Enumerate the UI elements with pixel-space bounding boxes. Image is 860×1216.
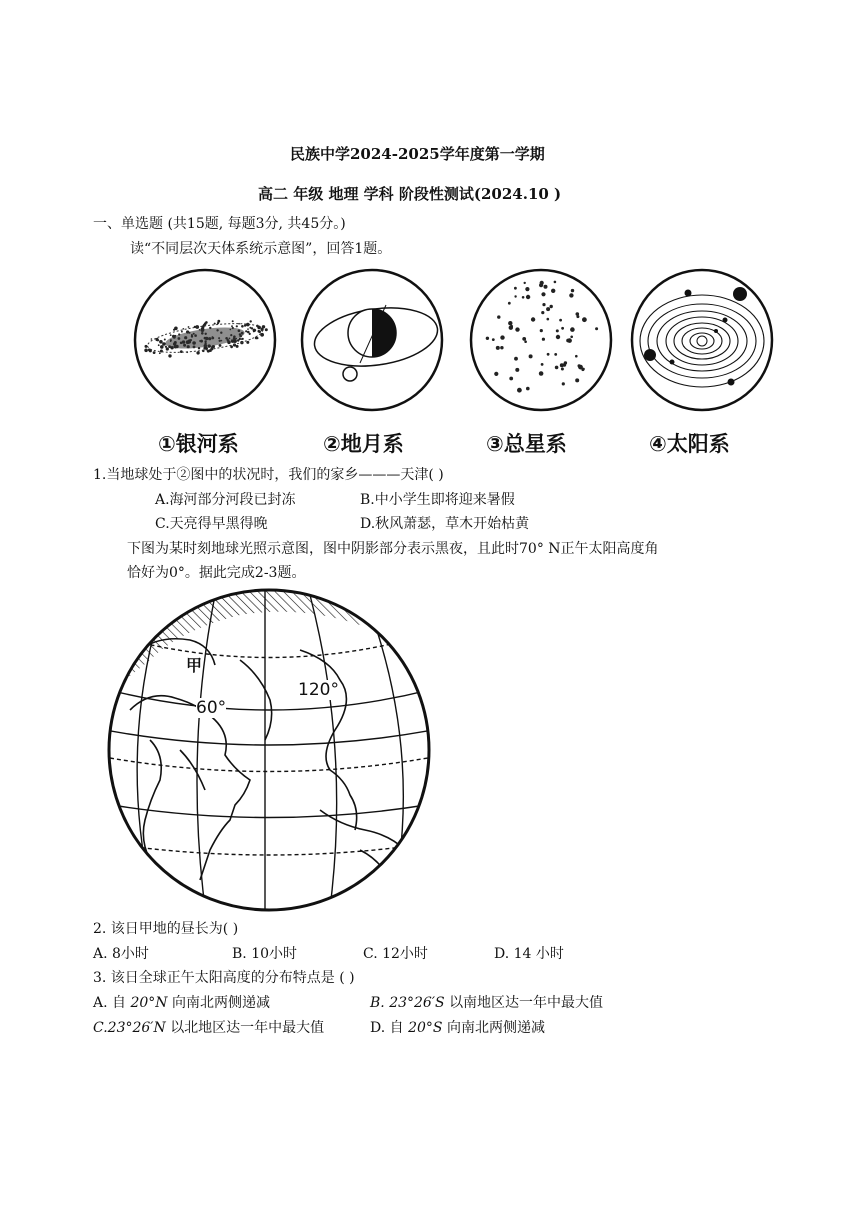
star-dot — [500, 346, 503, 349]
galaxy-dot — [246, 341, 249, 344]
section-heading: 一、单选题 (共15题, 每题3分, 共45分。) — [93, 216, 346, 232]
star-dot — [554, 281, 557, 284]
galaxy-dot — [217, 322, 219, 324]
star-dot — [541, 292, 545, 296]
star-dot — [522, 296, 525, 299]
galaxy-dot — [205, 321, 208, 324]
star-dot — [560, 363, 564, 367]
q3-c-math: 23°26′N — [107, 1020, 166, 1036]
galaxy-dot — [231, 325, 233, 327]
figure1-intro: 读“不同层次天体系统示意图”，回答1题。 — [130, 241, 392, 257]
q3-c-prefix: C. — [93, 1020, 108, 1036]
label-earth-moon: ②地月系 — [323, 432, 404, 456]
star-dot — [546, 307, 550, 311]
star-dot — [497, 315, 500, 318]
galaxy-dot — [247, 328, 249, 330]
galaxy-dot — [151, 338, 153, 340]
star-dot — [529, 354, 533, 358]
label-jia: 甲 — [186, 656, 203, 675]
solar-system-diagram — [632, 270, 772, 410]
star-dot — [541, 363, 544, 366]
galaxy-dot — [144, 349, 148, 353]
star-dot — [486, 337, 489, 340]
star-dot — [541, 311, 544, 314]
q3-option-d — [370, 1017, 545, 1037]
q2-option-d: D. 14 小时 — [494, 946, 564, 962]
latitude-lines — [105, 640, 433, 855]
galaxy-dot — [250, 320, 252, 322]
star-dot — [514, 295, 516, 297]
star-dot — [595, 327, 598, 330]
q3-a-prefix: A. 自 — [93, 995, 127, 1011]
star-dot — [575, 378, 579, 382]
star-dot — [515, 368, 519, 372]
page-title: 民族中学2024-2025学年度第一学期 — [290, 145, 545, 163]
star-dot — [514, 357, 518, 361]
galaxy-dot — [196, 351, 199, 354]
galaxy-dot — [249, 327, 251, 329]
q3-stem: 3. 该日全球正午太阳高度的分布特点是 ( ) — [93, 970, 355, 986]
q3-d-prefix: D. 自 — [370, 1020, 404, 1036]
galaxy-dot — [256, 337, 258, 339]
star-dot — [539, 371, 544, 376]
galaxy-dot — [245, 330, 247, 332]
galaxy-dot — [238, 323, 240, 325]
q1-option-b: B.中小学生即将迎来暑假 — [360, 492, 515, 508]
star-dot — [571, 289, 574, 292]
star-dot — [576, 312, 580, 316]
star-dot — [531, 317, 535, 321]
q3-b-prefix: B. — [370, 995, 385, 1011]
galaxy-dot — [159, 340, 163, 344]
star-dot — [500, 335, 504, 339]
galaxy-dot — [236, 345, 239, 348]
page-subtitle: 高二 年级 地理 学科 阶段性测试(2024.10 ) — [258, 185, 562, 203]
figure2-intro-line1: 下图为某时刻地球光照示意图，图中阴影部分表示黑夜，且此时70° N正午太阳高度角 — [127, 541, 659, 557]
q3-d-math: 20°S — [408, 1020, 443, 1036]
q3-option-b — [370, 992, 603, 1012]
label-solar-system: ④太阳系 — [649, 432, 730, 456]
star-dot — [575, 355, 578, 358]
star-dot — [567, 338, 572, 343]
q3-d-suffix: 向南北两侧递减 — [446, 1020, 545, 1036]
globe-illumination-figure — [0, 580, 860, 920]
galaxy-dot — [145, 345, 148, 348]
star-dot — [492, 338, 495, 341]
galaxy-dot — [168, 354, 171, 357]
galaxy-dot — [244, 324, 246, 326]
star-dot — [526, 387, 530, 391]
star-dot — [570, 336, 573, 339]
star-dot — [508, 302, 511, 305]
q3-b-suffix: 以南地区达一年中最大值 — [449, 995, 604, 1011]
star-dot — [496, 346, 500, 350]
galaxy-dot — [148, 349, 150, 351]
q3-c-suffix: 以北地区达一年中最大值 — [170, 1020, 325, 1036]
star-dot — [524, 282, 526, 284]
q2-option-b: B. 10小时 — [232, 946, 298, 962]
star-dot — [494, 372, 498, 376]
galaxy-dot — [241, 325, 244, 328]
star-dot — [562, 382, 565, 385]
star-dot — [555, 366, 559, 370]
star-dot — [542, 338, 545, 341]
galaxy-dot — [265, 328, 268, 331]
galaxy-dot — [214, 323, 216, 325]
galaxy-dot — [247, 331, 250, 334]
galaxy-diagram — [135, 270, 275, 410]
star-dot — [508, 321, 512, 325]
star-dot — [564, 361, 567, 364]
q2-option-a: A. 8小时 — [93, 946, 149, 962]
galaxy-dot — [162, 343, 165, 346]
star-dot — [509, 377, 513, 381]
star-dot — [561, 368, 564, 371]
earth-moon-diagram — [302, 270, 442, 410]
galaxy-dot — [153, 351, 156, 354]
star-dot — [551, 289, 555, 293]
q1-option-d: D.秋风萧瑟，草木开始枯黄 — [360, 516, 530, 532]
star-dot — [569, 293, 573, 297]
galaxy-dot — [188, 326, 190, 328]
q2-stem: 2. 该日甲地的昼长为( ) — [93, 921, 239, 937]
q3-a-suffix: 向南北两侧递减 — [172, 995, 270, 1011]
continents — [130, 639, 405, 905]
galaxy-dot — [183, 328, 185, 330]
galaxy-dot — [258, 331, 261, 334]
galaxy-dot — [241, 338, 243, 340]
galaxy-dot — [253, 331, 255, 333]
star-dot — [517, 388, 522, 393]
label-universe: ③总星系 — [486, 432, 567, 456]
galaxy-dot — [166, 347, 169, 350]
star-dot — [526, 295, 530, 299]
galaxy-dot — [159, 352, 161, 354]
star-dot — [550, 305, 553, 308]
q3-b-math: 23°26′S — [389, 995, 445, 1011]
galaxy-dot — [170, 334, 172, 336]
star-dot — [515, 327, 519, 331]
star-dot — [525, 287, 529, 291]
q1-option-a: A.海河部分河段已封冻 — [155, 492, 296, 508]
universe-diagram — [471, 270, 611, 410]
galaxy-dot — [181, 331, 183, 333]
star-dot — [582, 317, 587, 322]
star-dot — [540, 329, 543, 332]
star-dot — [524, 340, 527, 343]
q3-option-a — [93, 992, 270, 1012]
star-dot — [581, 368, 584, 371]
star-dot — [547, 353, 550, 356]
star-dot — [554, 353, 557, 356]
celestial-systems-figure — [0, 265, 860, 435]
galaxy-dot — [160, 345, 164, 349]
q3-a-math: 20°N — [130, 995, 168, 1011]
star-dot — [540, 281, 544, 285]
figure2-intro-line2: 恰好为0°。据此完成2-3题。 — [127, 565, 306, 581]
label-galaxy: ①银河系 — [158, 432, 239, 456]
galaxy-dot — [174, 327, 178, 331]
label-60-degrees: 60° — [196, 698, 227, 718]
star-dot — [514, 287, 517, 290]
star-dot — [559, 319, 562, 322]
galaxy-dot — [165, 346, 167, 348]
star-dot — [561, 327, 564, 330]
star-dot — [542, 303, 545, 306]
star-dot — [556, 329, 559, 332]
star-dot — [570, 327, 575, 332]
galaxy-dot — [236, 325, 238, 327]
q2-option-c: C. 12小时 — [363, 946, 428, 962]
galaxy-dot — [164, 339, 166, 341]
star-dot — [510, 325, 513, 328]
q3-option-c — [93, 1017, 324, 1037]
label-120-degrees: 120° — [298, 680, 339, 700]
galaxy-dot — [232, 320, 234, 322]
star-dot — [547, 318, 550, 321]
q1-stem: 1.当地球处于②图中的状况时，我们的家乡———天津( ) — [93, 467, 444, 483]
star-dot — [522, 337, 526, 341]
star-dot — [544, 285, 548, 289]
star-dot — [556, 335, 560, 339]
galaxy-dot — [254, 329, 256, 331]
q1-option-c: C.天亮得早黑得晚 — [155, 516, 268, 532]
galaxy-dot — [211, 346, 213, 348]
galaxy-dot — [158, 344, 160, 346]
